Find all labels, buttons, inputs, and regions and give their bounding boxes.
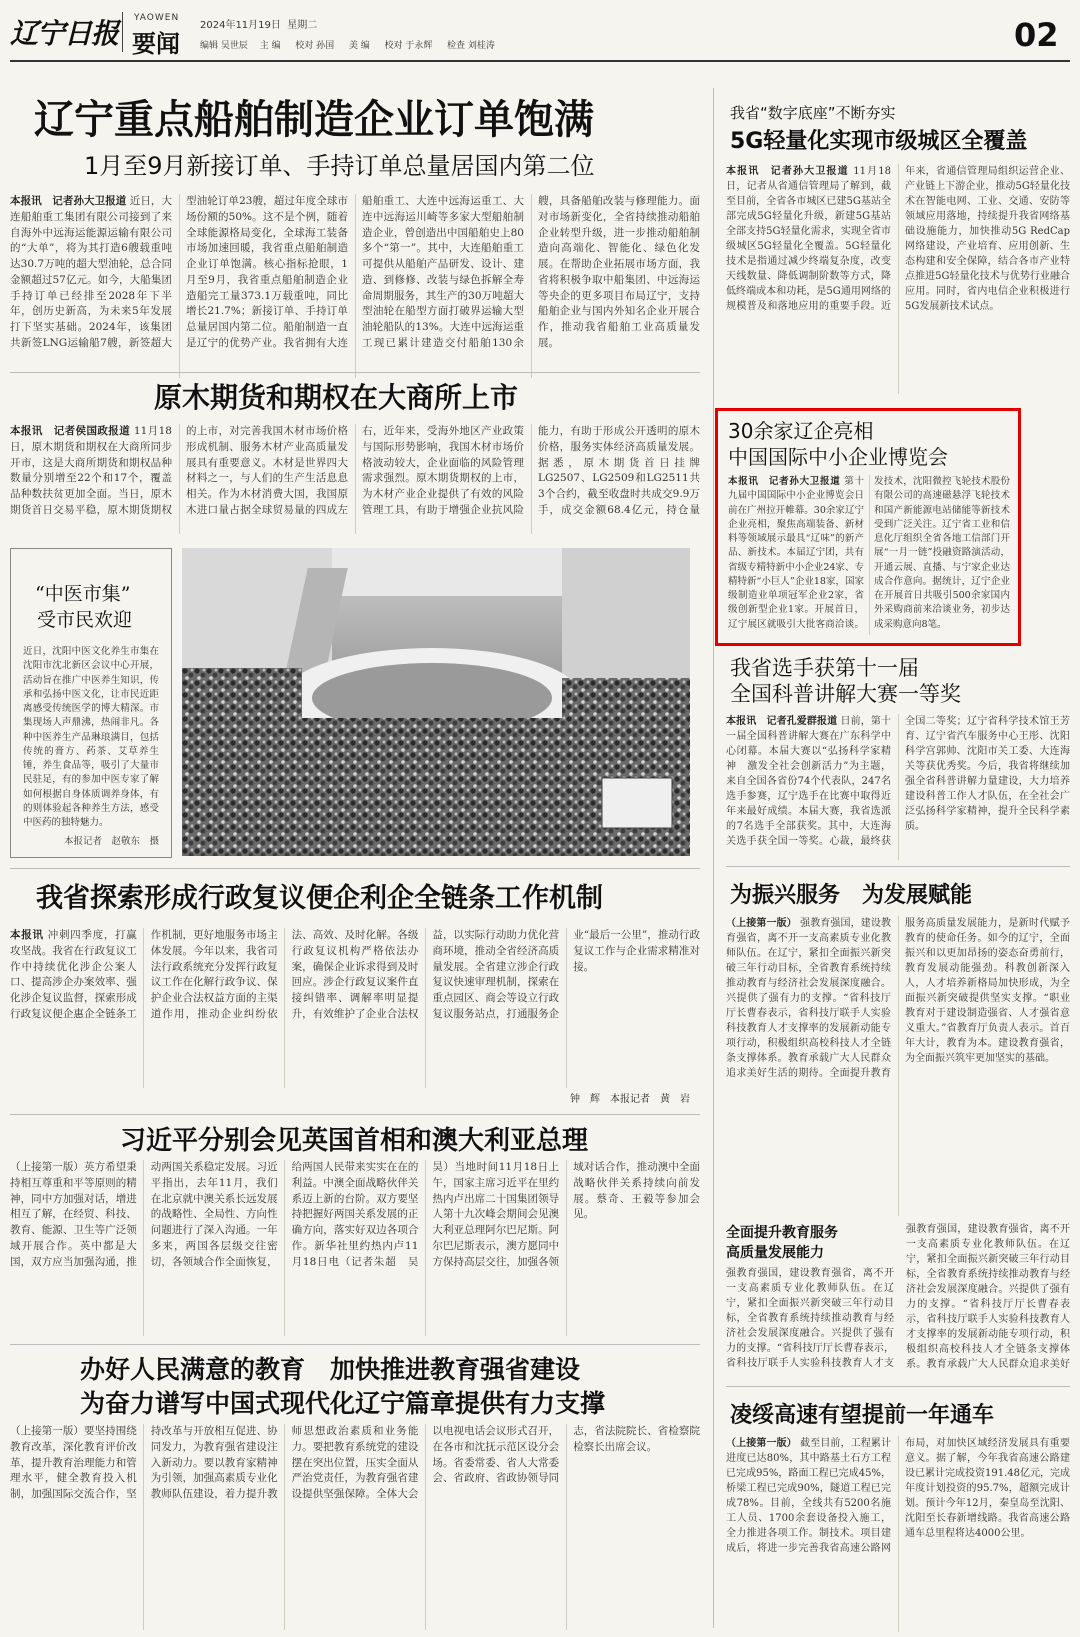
admin-rule [10,868,700,869]
section-pinyin: YAOWEN [134,13,180,23]
issue-date [200,16,317,31]
revitalize-text: 强教育强国，建设教育强省，离不开一支高素质专业化教师队伍。在辽宁，紧扣全面振兴新突破三年行动目标，全省教育系统持续推动教育与经济社会发展深度融合。兴提供了强有力的支撑。“省科技厅厅长曹春表示，省科技厅联手人实验科技教育人才支撑率的发展新动能专项行动，积极组织高校科技人才全链条支撑体系。教育承载广大人民群众追求美好生活的期待。全面提升教育服务高质量发展能力，是新时代赋予教育的使命任务。如今的辽宁，全面振兴和以更加昂扬的姿态奋勇前行，教育发展动能强劲。科教创新深入人，人才培养新格局加快形成，为全面振兴新突破提供坚实支撑。“职业教育对于建设制造强省、人才强省意义重大。”省教育厅负责人表示。首百年大计，教育为本。建设教育强省，为全面振兴筑牢更加坚实的基础。 [726,918,1070,1079]
revitalize-tail [726,1266,894,1372]
revitalize-tail-text: 强教育强国，建设教育强省，离不开一支高素质专业化教师队伍。在辽宁，紧扣全面振兴新突破三年行动目标，全省教育系统持续推动教育与经济社会发展深度融合。兴提供了强有力的支撑。“省科技厅厅长曹春表示，省科技厅联手人实验科技教育人才支 [726,1268,894,1369]
revitalize-title: 为振兴服务 为发展赋能 [730,882,973,908]
futures-article [10,376,700,534]
lead-article [10,88,700,378]
admin-title: 我省探索形成行政复议便企利企全链条工作机制 [36,883,603,914]
science-body [726,714,1070,860]
highway-title: 凌绥高速有望提前一年通车 [730,1402,995,1428]
xi-title: 习近平分别会见英国首相和澳大利亚总理 [120,1126,589,1156]
admin-body [10,928,700,1088]
education-title-line-1: 办好人民满意的教育 加快推进教育强省建设 [80,1355,581,1384]
market-photo [182,548,690,856]
photo-crowd-right [562,678,690,728]
editors-line: 编辑 吴世辰 主 编 校对 孙国 美 编 校对 于永辉 检查 刘桂涛 [200,41,495,51]
expo-article[interactable] [715,408,1021,646]
admin-article [10,876,700,1108]
expo-title-line-1: 30余家辽企亮相 [728,419,874,443]
education-rule [10,1344,700,1345]
highway-article [726,1396,1070,1632]
expo-title-line-2: 中国国际中小企业博览会 [728,445,948,469]
science-title-line-2: 全国科普讲解大赛一等奖 [730,682,961,706]
photo-caption-box [10,548,172,858]
right-top-body [726,164,1070,394]
page-number: 02 [1014,16,1059,54]
right-top-text: 11月18日，记者从省通信管理局了解到，截至目前，全省各市城区已建5G基站全部完成5G轻量化升级，新建5G基站全部支持5G轻量化需求，实现全省市级城区5G轻量化全覆盖。5G轻量化技术是指通过减少终端复杂度，改变天线数量、降低调制阶数等方式，降低终端成本和功耗，是5G通用网络的规模普及和落地应用的重要手段。近年来，省通信管理局组织运营企业、产业链上下游企业，推动5G轻量化技术在智能电网、工业、交通、安防等领域应用落地，持续提升我省网络基础设施能力，加快推动5G RedCap网络建设，产业培育、应用创新、生态构建和安全保障，结合各市产业特点推进5G轻量化技术与优势行业融合应用。同时，省内电信企业积极进行5G发展新技术试点。 [726,166,1070,312]
education-article [10,1350,700,1630]
admin-text: 冲刺四季度，打赢攻坚战。我省在行政复议工作中持续优化涉企公案人口、提高涉企办案效率、强化涉企复议监督，探索形成行政复议便企惠企全链条工作机制，更好地服务市场主体发展。今年以来，我省司法行政系统充分发挥行政复议工作在化解行政争议、保护企业合法权益方面的主渠道作用，推动企业纠纷依法、高效、及时化解。各级行政复议机构严格依法办案，确保企业诉求得到及时回应。涉企行政复议案件直接纠错率、调解率明显提升，有效维护了企业合法权益，以实际行动助力优化营商环境，推动全省经济高质量发展。全省建立涉企行政复议快速审理机制，探索在重点园区、商会等设立行政复议服务站点，打通服务企业“最后一公里”，推动行政复议工作与企业需求精准对接。 [10,929,700,1020]
right-column-rule [713,88,714,1628]
lead-byline: 本报讯 记者孙大卫报道 [10,195,127,207]
expo-text: 第十九届中国国际中小企业博览会日前在广州拉开帷幕。30余家辽宁企业亮相，聚焦高端装备、新材料等领域展示最具“辽味”的新产品、新技术。本届辽宁团，共有省级专精特新中小企业24家、专精特新“小巨人”企业18家，国家级制造业单项冠军企业2家，省级创新型企业1家。开展首日，辽宁展区就吸引大批客商洽谈。发技术，沈阳微控飞轮技术股份有限公司的高速磁悬浮飞轮技术和国产新能源电站储能等新技术受到广泛关注。辽宁省工业和信息化厅组织全省各地工信部门开展“一月一链”投融资路演活动，开通云展、直播、与宁家企业达成合作意向。据统计，辽宁企业在开展首日共吸引500余家国内外采购商前来洽谈业务，初步达成采购意向8笔。 [728,476,1010,630]
photo-text: 近日，沈阳中医文化养生市集在沈阳市沈北新区会议中心开展，活动旨在推广中医养生知识，传承和弘扬中医文化，让市民近距离感受传统医学的博大精深。市集现场人声鼎沸，热闹非凡。各种中医养生产品琳琅满目，包括传统的膏方、药茶、艾草养生锤，养生食品等，吸引了大量市民驻足，有的参加中医专家了解如何根据自身体质调养身体，有的则体验起各种养生方法，感受中医药的独特魅力。 [23,646,159,828]
date-text: 2024年11月19日 [200,20,281,31]
section-name: 要闻 [132,30,180,58]
xi-rule [10,1114,700,1115]
market-photo-illustration [182,548,690,856]
revitalize-tail-right [906,1222,1070,1372]
admin-byline: 本报讯 [10,929,44,941]
highway-kicker-note: （上接第一版） [726,1438,797,1449]
masthead [0,0,1080,62]
revitalize-subhead-2: 高质量发展能力 [726,1245,824,1261]
admin-credit: 钟 辉 本报记者 黄 岩 [570,1094,690,1105]
futures-text: 11月18日，原木期货和期权在大商所同步开市，这是大商所期货和期权品种数量分别增至22个和17个，覆盖品种数扶贫更加全面。当日，原木期货首日交易平稳，原木期货期权的上市，对完善我国木材市场价格形成机制、服务木材产业高质量发展具有重要意义。木材是世界四大材料之一，与人们的生产生活息息相关。作为木材消费大国，我国原木进口量占据全球贸易量的四成左右，近年来，受海外地区产业政策与国际形势影响，我国木材市场价格波动较大，企业面临的风险管理需求强烈。原木期货期权的上市，为木材产业企业提供了有效的风险管理工具，有助于增强企业抗风险能力，有助于形成公开透明的原木价格，服务实体经济高质量发展。据悉，原木期货首日挂牌LG2507、LG2509和LG2511共3个合约，截至收盘时共成交9.9万手，成交金额68.4亿元，持仓量 [10,425,700,516]
photo-crowd-left [182,668,302,728]
right-top-byline: 本报讯 记者孙大卫报道 [726,166,849,177]
lead-subtitle: 1月至9月新接订单、手持订单总量居国内第二位 [84,152,595,180]
right-top-article [726,100,1070,400]
right-top-title: 5G轻量化实现市级城区全覆盖 [730,129,1028,154]
futures-rule [10,372,700,373]
photo-balcony-right [562,548,690,698]
lead-body [10,194,700,378]
photo-credit: 本报记者 赵敬东 摄 [63,836,159,847]
right-top-kicker: 我省“数字底座”不断夯实 [730,104,896,122]
expo-byline: 本报讯 记者孙大卫报道 [728,476,841,487]
education-body: （上接第一版）要坚持围绕教育改革，深化教育评价改革，提升教育治理能力和管理水平，健全教育投入机制，加强国际交流合作，坚持改革与开放相互促进、协同发力，为教育强省建设注入新动力。要以教育家精神为引领，加强高素质专业化教师队伍建设，着力提升教师思想政治素质和业务能力。要把教育系统党的建设摆在突出位置，压实全面从严治党责任，为教育强省建设提供坚强保障。全体大会以电视电话会议形式召开，在各市和沈抚示范区设分会场。省委常委、省人大常委会、省政府、省政协领导同志，省法院院长、省检察院检察长出席会议。 [10,1425,700,1500]
science-text: 日前，第十一届全国科普讲解大赛在广东科学中心闭幕。本届大赛以“弘扬科学家精神 激发全社会创新活力”为主题，来自全国各省份74个代表队，247名选手参赛，辽宁选手在比赛中取得近年来最好成绩。本届大赛，我省选派的7名选手全部获奖。其中，大连海关选手获全国一等奖。心裁，最终获全国二等奖；辽宁省科学技术馆王芳育、辽宁省汽车服务中心王彤、沈阳科学宫郭帅、沈阳市关工委、大连海关等获优秀奖。今后，我省将继续加强全省科普讲解力量建设，大力培养建设科普工作人才队伍，在全社会广泛弘扬科学家精神，提升全民科学素质。 [726,716,1070,847]
futures-byline: 本报讯 记者侯国政报道 [10,425,131,437]
revitalize-tail-right-text: 强教育强国，建设教育强省，离不开一支高素质专业化教师队伍。在辽宁，紧扣全面振兴新突破三年行动目标，全省教育系统持续推动教育与经济社会发展深度融合。兴提供了强有力的支撑。“省科技厅厅长曹春表示，省科技厅联手人实验科技教育人才支撑率的发展新动能专项行动，积极组织高校科技人才全链条支撑体系。教育承载广大人民群众追求美好 [906,1224,1070,1370]
science-article [726,650,1070,860]
lead-text: 近日，大连船舶重工集团有限公司接到了来自海外中远海运能源运输有限公司的“大单”，将为其打造6艘载重吨达30.7万吨的超大型油轮，总合同金额超过57亿元。如今，大船集团手持订单已经排至2028年下半年，创历史新高，为未来5年发展打下坚实基础。2024年，该集团共新签LNG运输船7艘，新签超大型油轮订单23艘，超过年度全球市场份额的50%。这不是个例，随着全球能源格局变化，全球海工装备市场加速回暖，我省重点船舶制造企业订单饱满。核心指标抢眼，1月至9月，我省重点船舶制造企业造船完工量373.1万载重吨，同比增长21.7%；新接订单、手持订单总量居国内第二位。船舶制造一直是辽宁的优势产业。我省拥有大连船舶重工、大连中远海运重工、大连中远海运川崎等多家大型船舶制造企业，曾创造出中国船舶史上80多个“第一”。其中，大连船舶重工可提供从船舶产品研发、设计、建造、到修修、改装与绿色拆解全寿命周期服务，其生产的30万吨超大型油轮在船型方面打破界运输大型油轮船队的13%。大连中远海运重工现已累计建造交付船舶130余艘，具备船舶改装与修理能力。面对市场新变化，全省持续推动船舶企业转型升级，进一步推动船舶制造向高端化、智能化、绿色化发展。在帮助企业拓展市场方面，我省将积极争取中船集团、中远海运等央企的更多项目布局辽宁，支持船舶企业与国内外知名企业开展合作，推动我省船舶工业高质量发展。 [10,195,700,349]
revitalize-kicker-note: （上接第一版） [726,918,797,929]
masthead-divider [122,12,123,52]
photo-title: 受市民欢迎 [37,609,133,631]
expo-body [728,475,1010,635]
futures-title: 原木期货和期权在大商所上市 [154,381,519,414]
futures-body [10,424,700,534]
weekday-text: 星期二 [287,20,318,31]
lead-title: 辽宁重点船舶制造企业订单饱满 [34,96,594,143]
photo-banner [602,778,672,828]
science-title-line-1: 我省选手获第十一届 [730,656,919,680]
revitalize-body [726,916,1070,1216]
highway-text: 截至目前，工程累计进度已达80%，其中路基土石方工程已完成95%，路面工程已完成45%，桥梁工程已完成90%，隧道工程已完成78%。目前，全线共有5200名施工人员、1700余套设备投入施工，全力推进各项工作。制技术。项目建成后，将进一步完善我省高速公路网布局，对加快区域经济发展具有重要意义。据了解，今年我省高速公路建设已累计完成投资191.48亿元，完成年度计划投资的95.7%，超额完成计划。预计今年12月，秦皇岛至沈阳、沈阳至长春新增线路。我省高速公路通车总里程将达4000公里。 [726,1438,1070,1554]
revitalize-rule [726,866,1070,867]
science-byline: 本报讯 记者孔爱群报道 [726,716,838,727]
masthead-rule [10,60,1070,62]
revitalize-subhead-1: 全面提升教育服务 [726,1225,838,1241]
paper-logo: 辽宁日报 [10,17,119,50]
photo-kicker: “中医市集” [35,583,131,605]
revitalize-article [726,876,1070,1376]
highway-body [726,1436,1070,1632]
xi-body: （上接第一版）英方希望秉持相互尊重和平等原则的精神，同中方加强对话，增进相互了解，在经贸、科技、教育、能源、卫生等广泛领域开展合作。英中都是大国，双方应当加强沟通，推动两国关系稳定发展。习近平指出，去年11月，我们在北京就中澳关系长远发展的战略性、全局性、方向性问题进行了深入沟通。一年多来，两国各层级交往密切，各领域合作全面恢复，给两国人民带来实实在在的利益。中澳全面战略伙伴关系迈上新的台阶。双方要坚持把握好两国关系发展的正确方向，落实好双边各项合作。新华社里约热内卢11月18日电（记者朱超 吴昊）当地时间11月18日上午，国家主席习近平在里约热内卢出席二十国集团领导人第十九次峰会期间会见澳大利亚总理阿尔巴尼斯。阿尔巴尼斯表示，澳方愿同中方保持高层交往，加强各领域对话合作，推动澳中全面战略伙伴关系持续向前发展。蔡奇、王毅等参加会见。 [10,1161,700,1268]
highway-rule [726,1386,1070,1387]
education-title-line-2: 为奋力谱写中国式现代化辽宁篇章提供有力支撑 [80,1389,606,1418]
xi-article [10,1120,700,1338]
